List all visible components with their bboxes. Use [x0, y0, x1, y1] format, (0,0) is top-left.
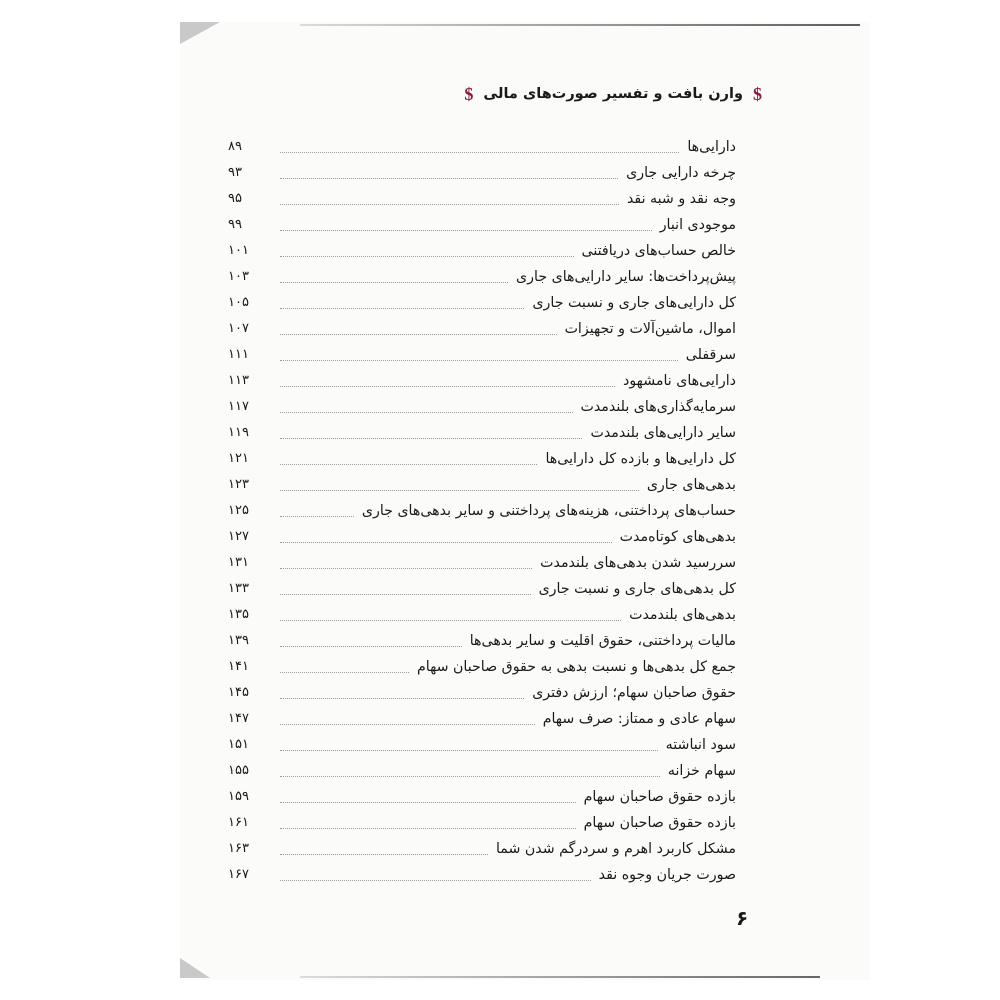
toc-entry-page: ۱۱۹	[228, 425, 249, 440]
toc-entry	[228, 807, 736, 833]
toc-entry-title: دارایی‌ها	[687, 139, 736, 155]
dot-leader	[280, 646, 462, 647]
toc-entry-title: چرخه دارایی جاری	[626, 165, 736, 181]
toc-entry-page: ۱۱۱	[228, 347, 249, 362]
toc-entry-title: حساب‌های پرداختنی، هزینه‌های پرداختنی و سایر بدهی‌های جاری	[361, 503, 736, 519]
toc-entry	[228, 599, 736, 625]
toc-entry-title: بدهی‌های کوتاه‌مدت	[619, 529, 736, 545]
dot-leader	[280, 334, 557, 335]
toc-entry-page: ۱۰۵	[228, 295, 249, 310]
toc-entry-page: ۱۵۱	[228, 737, 249, 752]
toc-entry	[228, 703, 736, 729]
toc-entry-title: کل دارایی‌های جاری و نسبت جاری	[532, 295, 736, 311]
toc-entry	[228, 417, 736, 443]
dot-leader	[280, 620, 621, 621]
dot-leader	[280, 880, 591, 881]
toc-entry	[228, 313, 736, 339]
toc-entry-page: ۱۰۳	[228, 269, 249, 284]
dot-leader	[280, 230, 652, 231]
dot-leader	[280, 854, 488, 855]
toc-entry	[228, 521, 736, 547]
dollar-icon: $	[464, 83, 474, 104]
toc-entry-page: ۱۴۵	[228, 685, 249, 700]
toc-entry-title: خالص حساب‌های دریافتنی	[581, 243, 736, 259]
dot-leader	[280, 724, 535, 725]
dot-leader	[280, 412, 573, 413]
toc-entry-page: ۱۰۱	[228, 243, 249, 258]
toc-entry-page: ۱۶۳	[228, 841, 249, 856]
dot-leader	[280, 750, 658, 751]
dot-leader	[280, 802, 576, 803]
toc-entry-title: سرقفلی	[685, 347, 736, 363]
dot-leader	[280, 698, 524, 699]
dot-leader	[280, 386, 615, 387]
running-header	[464, 80, 762, 108]
toc-entry-page: ۱۵۵	[228, 763, 249, 778]
toc-entry	[228, 547, 736, 573]
toc-entry-page: ۱۵۹	[228, 789, 249, 804]
toc-entry-title: سایر دارایی‌های بلندمدت	[590, 425, 736, 441]
toc-entry-title: سهام خزانه	[667, 763, 736, 779]
page-corner-top	[180, 22, 220, 44]
toc-entry-page: ۹۵	[228, 191, 242, 206]
dot-leader	[280, 256, 574, 257]
toc-entry	[228, 183, 736, 209]
dot-leader	[280, 490, 639, 491]
toc-entry-page: ۱۱۷	[228, 399, 249, 414]
toc-entry-title: بدهی‌های جاری	[646, 477, 736, 493]
toc-entry	[228, 157, 736, 183]
table-of-contents	[228, 131, 736, 885]
toc-entry-page: ۱۰۷	[228, 321, 249, 336]
toc-entry-page: ۱۳۱	[228, 555, 249, 570]
dot-leader	[280, 438, 582, 439]
toc-entry	[228, 469, 736, 495]
toc-entry	[228, 677, 736, 703]
toc-entry-title: بازده حقوق صاحبان سهام	[583, 789, 736, 805]
dot-leader	[280, 776, 660, 777]
toc-entry-page: ۱۳۵	[228, 607, 249, 622]
toc-entry	[228, 365, 736, 391]
toc-entry-page: ۱۲۷	[228, 529, 249, 544]
toc-entry-page: ۱۶۱	[228, 815, 249, 830]
page-corner-bottom	[180, 958, 210, 978]
toc-entry	[228, 495, 736, 521]
toc-entry-page: ۱۶۷	[228, 867, 249, 882]
toc-entry-title: حقوق صاحبان سهام؛ ارزش دفتری	[532, 685, 736, 701]
toc-entry-title: دارایی‌های نامشهود	[623, 373, 736, 389]
toc-entry-title: مالیات پرداختنی، حقوق اقلیت و سایر بدهی‌ها	[469, 633, 736, 649]
toc-entry	[228, 443, 736, 469]
toc-entry-page: ۹۳	[228, 165, 242, 180]
dot-leader	[280, 360, 678, 361]
dot-leader	[280, 308, 524, 309]
dollar-icon: $	[753, 83, 762, 104]
toc-entry-title: اموال، ماشین‌آلات و تجهیزات	[564, 321, 736, 337]
dot-leader	[280, 464, 537, 465]
toc-entry-page: ۱۴۱	[228, 659, 249, 674]
toc-entry-page: ۱۴۷	[228, 711, 249, 726]
toc-entry-title: صورت جریان وجوه نقد	[598, 867, 736, 883]
toc-entry	[228, 287, 736, 313]
toc-entry-page: ۱۱۳	[228, 373, 249, 388]
dot-leader	[280, 542, 612, 543]
toc-entry	[228, 729, 736, 755]
page-number: ۶	[736, 906, 749, 930]
dot-leader	[280, 672, 409, 673]
toc-entry	[228, 131, 736, 157]
toc-entry-page: ۱۳۹	[228, 633, 249, 648]
toc-entry	[228, 859, 736, 885]
toc-entry	[228, 651, 736, 677]
toc-entry	[228, 573, 736, 599]
toc-entry	[228, 781, 736, 807]
toc-entry-page: ۱۲۵	[228, 503, 249, 518]
toc-entry-title: سررسید شدن بدهی‌های بلندمدت	[540, 555, 736, 571]
toc-entry-page: ۱۲۱	[228, 451, 249, 466]
toc-entry	[228, 235, 736, 261]
toc-entry	[228, 625, 736, 651]
toc-entry	[228, 391, 736, 417]
toc-entry-title: کل دارایی‌ها و بازده کل دارایی‌ها	[545, 451, 736, 467]
toc-entry-title: جمع کل بدهی‌ها و نسبت بدهی به حقوق صاحبان سهام	[416, 659, 736, 675]
toc-entry	[228, 261, 736, 287]
toc-entry	[228, 755, 736, 781]
toc-entry-title: بدهی‌های بلندمدت	[629, 607, 736, 623]
page-edge-top	[300, 24, 860, 26]
dot-leader	[280, 594, 531, 595]
toc-entry-title: سرمایه‌گذاری‌های بلندمدت	[580, 399, 736, 415]
toc-entry-page: ۱۳۳	[228, 581, 249, 596]
dot-leader	[280, 204, 619, 205]
toc-entry-title: مشکل کاربرد اهرم و سردرگم شدن شما	[495, 841, 736, 857]
page-edge-bottom	[300, 976, 820, 978]
toc-entry-page: ۹۹	[228, 217, 242, 232]
toc-entry	[228, 209, 736, 235]
toc-entry-title: بازده حقوق صاحبان سهام	[583, 815, 736, 831]
dot-leader	[280, 178, 618, 179]
toc-entry-title: سهام عادی و ممتاز: صرف سهام	[542, 711, 736, 727]
dot-leader	[280, 152, 679, 153]
toc-entry-title: موجودی انبار	[659, 217, 736, 233]
toc-entry-page: ۸۹	[228, 139, 242, 154]
toc-entry	[228, 339, 736, 365]
toc-entry-title: وجه نقد و شبه نقد	[626, 191, 736, 207]
toc-entry-title: کل بدهی‌های جاری و نسبت جاری	[538, 581, 736, 597]
toc-entry-title: سود انباشته	[665, 737, 736, 753]
toc-entry	[228, 833, 736, 859]
dot-leader	[280, 828, 576, 829]
dot-leader	[280, 568, 532, 569]
dot-leader	[280, 516, 354, 517]
toc-entry-page: ۱۲۳	[228, 477, 249, 492]
toc-entry-title: پیش‌پرداخت‌ها: سایر دارایی‌های جاری	[516, 269, 736, 285]
book-title: وارن بافت و تفسیر صورت‌های مالی	[483, 86, 743, 102]
dot-leader	[280, 282, 508, 283]
